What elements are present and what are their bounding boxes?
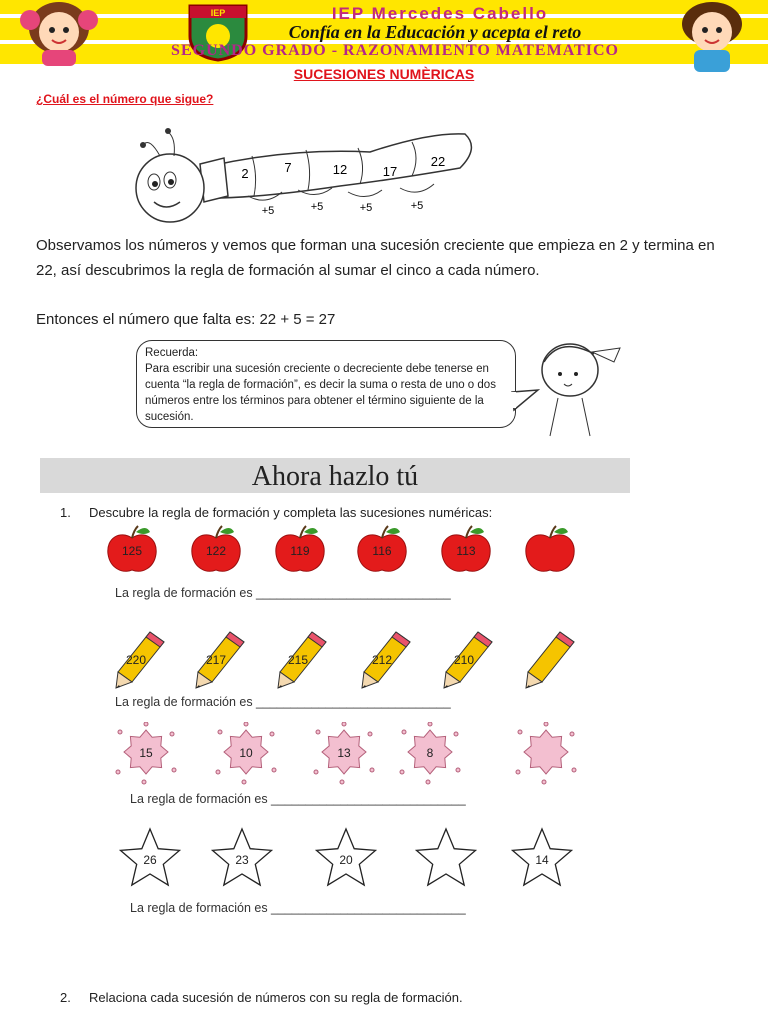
apple-number: 122 xyxy=(205,544,227,558)
star-icon xyxy=(314,826,378,890)
answer-line: Entonces el número que falta es: 22 + 5 = 27 xyxy=(36,311,336,328)
apple-number: 116 xyxy=(372,544,392,558)
splat-sequence xyxy=(100,722,600,786)
step-label: +5 xyxy=(359,202,373,214)
star-number: 20 xyxy=(339,853,353,867)
splat-number: 10 xyxy=(239,746,253,760)
star-number: 26 xyxy=(143,853,157,867)
girl-illustration-icon xyxy=(4,0,110,66)
star-icon xyxy=(118,826,182,890)
section-banner xyxy=(40,458,630,493)
question-heading: ¿Cuál es el número que sigue? xyxy=(36,92,214,106)
pencil-icon xyxy=(356,628,420,692)
star-icon xyxy=(510,826,574,890)
reminder-body: Para escribir una sucesión creciente o decreciente debe tenerse en cuenta “la regla de formación”, es decir la suma o resta de uno o dos números entre los términos para obtener el término siguiente de la sucesión. xyxy=(145,363,496,423)
splat-icon xyxy=(514,722,578,786)
step-label: +5 xyxy=(410,200,424,212)
reminder-title: Recuerda: xyxy=(145,347,199,359)
school-motto: Confía en la Educación y acepta el reto xyxy=(288,22,582,42)
apple-icon xyxy=(100,524,164,588)
pencil-icon xyxy=(110,628,174,692)
page-title: SUCESIONES NUMÈRICAS xyxy=(293,66,475,82)
apple-icon xyxy=(518,524,582,588)
exercise-number: 2. xyxy=(60,990,71,1005)
pencil-icon xyxy=(520,628,584,692)
rule-line[interactable]: La regla de formación es ____________________________ xyxy=(115,695,451,709)
pencil-number: 215 xyxy=(287,653,309,667)
splat-number: 15 xyxy=(139,746,153,760)
apple-number: 125 xyxy=(121,544,143,558)
banner-title: Ahora hazlo tú xyxy=(251,461,419,492)
apple-number: 119 xyxy=(290,544,310,558)
girl-thinking-icon xyxy=(530,326,630,438)
pencil-sequence xyxy=(100,628,600,688)
badge-label: IEP xyxy=(210,8,226,18)
exercise-number: 1. xyxy=(60,505,71,520)
caterpillar-number: 2 xyxy=(241,166,249,181)
pencil-icon xyxy=(272,628,336,692)
school-name: IEP Mercedes Cabello xyxy=(331,4,549,23)
caterpillar-number: 7 xyxy=(284,160,292,175)
apple-icon xyxy=(268,524,332,588)
star-icon xyxy=(414,826,478,890)
step-label: +5 xyxy=(261,205,275,217)
star-icon xyxy=(210,826,274,890)
reminder-balloon xyxy=(136,340,516,428)
explanation-paragraph: Observamos los números y vemos que forman una sucesión creciente que empieza en 2 y termina en 22, así descubrimos la regla de formación al sumar el cinco a cada número. xyxy=(36,237,715,279)
caterpillar-number: 17 xyxy=(382,164,398,179)
apple-icon xyxy=(350,524,414,588)
pencil-icon xyxy=(438,628,502,692)
apple-icon xyxy=(184,524,248,588)
star-number: 23 xyxy=(235,853,249,867)
caterpillar-number: 12 xyxy=(332,162,348,177)
exercise-instruction: Relaciona cada sucesión de números con su regla de formación. xyxy=(89,990,463,1005)
exercise-instruction: Descubre la regla de formación y completa las sucesiones numéricas: xyxy=(89,505,493,520)
splat-icon xyxy=(312,722,376,786)
rule-line[interactable]: La regla de formación es ____________________________ xyxy=(115,586,451,600)
pencil-number: 210 xyxy=(453,653,475,667)
apple-number: 113 xyxy=(456,544,476,558)
step-label: +5 xyxy=(310,201,324,213)
splat-icon xyxy=(214,722,278,786)
apple-sequence xyxy=(100,524,600,576)
rule-line[interactable]: La regla de formación es ____________________________ xyxy=(130,792,466,806)
star-sequence xyxy=(100,826,600,890)
splat-number: 8 xyxy=(426,746,434,760)
star-number: 14 xyxy=(535,853,549,867)
rule-line[interactable]: La regla de formación es ____________________________ xyxy=(130,901,466,915)
boy-illustration-icon xyxy=(660,0,764,76)
pencil-icon xyxy=(190,628,254,692)
pencil-number: 217 xyxy=(205,653,227,667)
splat-number: 13 xyxy=(337,746,351,760)
caterpillar-illustration xyxy=(130,118,490,230)
grade-subject: SEGUNDO GRADO - RAZONAMIENTO MATEMATICO xyxy=(171,42,619,59)
pencil-number: 220 xyxy=(125,653,147,667)
apple-icon xyxy=(434,524,498,588)
splat-icon xyxy=(114,722,178,786)
pencil-number: 212 xyxy=(371,653,393,667)
splat-icon xyxy=(398,722,462,786)
caterpillar-number: 22 xyxy=(430,154,446,169)
